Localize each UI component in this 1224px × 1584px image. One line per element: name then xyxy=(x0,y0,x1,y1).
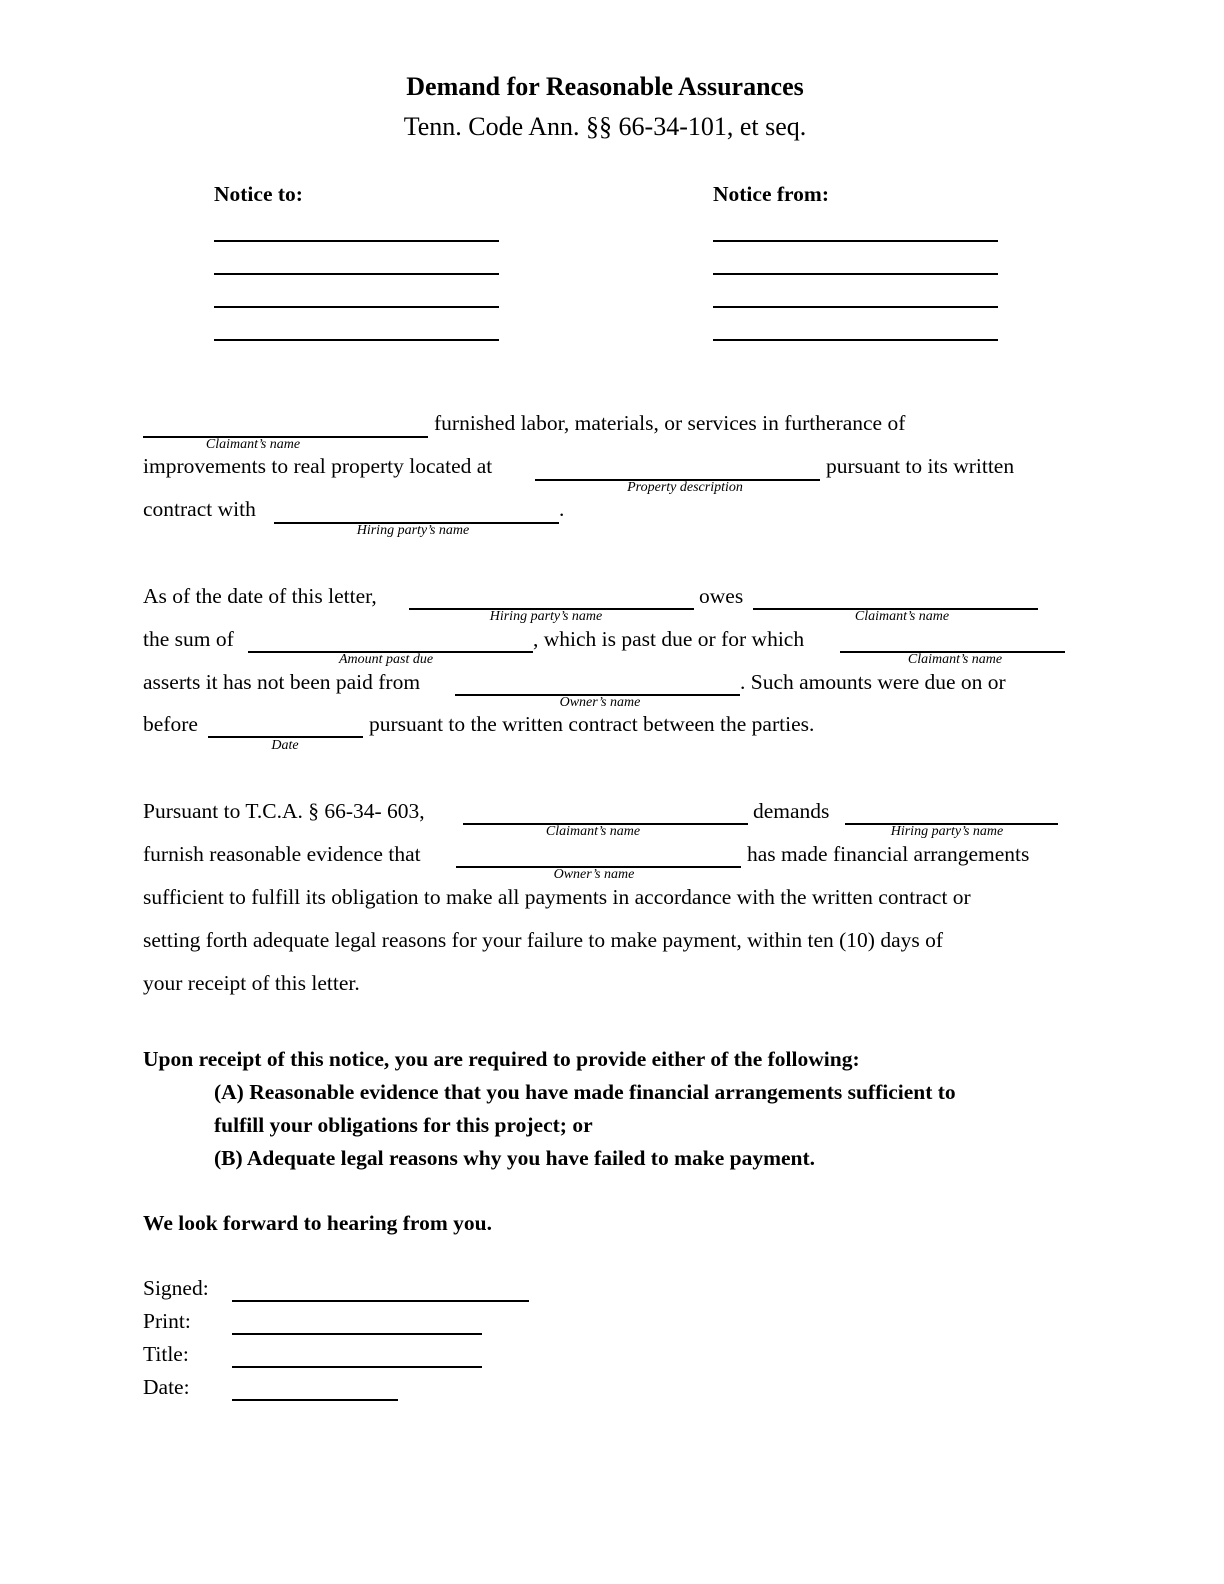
requirement-option-a-line-2: fulfill your obligations for this project; or xyxy=(214,1113,593,1137)
p2-text-7: before xyxy=(143,712,198,736)
requirement-option-a-line-1: (A) Reasonable evidence that you have made financial arrangements sufficient to xyxy=(214,1080,956,1104)
p2-text-2: owes xyxy=(699,584,744,608)
date-field[interactable] xyxy=(232,1399,398,1401)
notice-to-line-4[interactable] xyxy=(214,339,499,341)
owner-caption-1: Owner’s name xyxy=(559,695,641,710)
p1-text-1: furnished labor, materials, or services in furtherance of xyxy=(434,411,906,435)
claimant-caption-2: Claimant’s name xyxy=(854,609,950,624)
notice-from-line-4[interactable] xyxy=(713,339,998,341)
p1-text-4: contract with xyxy=(143,497,256,521)
notice-from-label: Notice from: xyxy=(713,182,830,206)
document-title: Demand for Reasonable Assurances xyxy=(406,72,804,101)
print-label: Print: xyxy=(143,1309,191,1333)
document-subtitle: Tenn. Code Ann. §§ 66-34-101, et seq. xyxy=(403,112,807,141)
p2-text-5: asserts it has not been paid from xyxy=(143,670,421,694)
notice-to-line-3[interactable] xyxy=(214,306,499,308)
notice-from-line-2[interactable] xyxy=(713,273,998,275)
title-label: Title: xyxy=(143,1342,189,1366)
owner-caption-2: Owner’s name xyxy=(553,867,635,882)
p1-text-3: pursuant to its written xyxy=(826,454,1015,478)
claimant-caption-4: Claimant’s name xyxy=(545,824,641,839)
closing-text: We look forward to hearing from you. xyxy=(143,1211,492,1235)
p3-line-3: sufficient to fulfill its obligation to make all payments in accordance with the written contract or xyxy=(143,885,971,909)
p2-text-3: the sum of xyxy=(143,627,234,651)
p3-line-4: setting forth adequate legal reasons for your failure to make payment, within ten (10) days of xyxy=(143,928,944,952)
notice-to-line-1[interactable] xyxy=(214,240,499,242)
requirements-intro: Upon receipt of this notice, you are required to provide either of the following: xyxy=(143,1047,860,1071)
signed-label: Signed: xyxy=(143,1276,209,1300)
notice-to-line-2[interactable] xyxy=(214,273,499,275)
due-date-caption: Date xyxy=(271,738,299,753)
p3-text-4: has made financial arrangements xyxy=(747,842,1030,866)
hiring-party-caption-1: Hiring party’s name xyxy=(356,523,470,538)
print-field[interactable] xyxy=(232,1333,482,1335)
date-label: Date: xyxy=(143,1375,190,1399)
claimant-name-caption: Claimant’s name xyxy=(205,437,301,452)
notice-to-label: Notice to: xyxy=(214,182,303,206)
p2-text-1: As of the date of this letter, xyxy=(143,584,377,608)
p1-text-5: . xyxy=(559,497,565,521)
claimant-caption-3: Claimant’s name xyxy=(907,652,1003,667)
amount-past-due-caption: Amount past due xyxy=(338,652,434,667)
p3-text-1: Pursuant to T.C.A. § 66-34- 603, xyxy=(143,799,425,823)
p2-text-4: , which is past due or for which xyxy=(533,627,805,651)
p3-text-2: demands xyxy=(753,799,830,823)
hiring-party-caption-2: Hiring party’s name xyxy=(489,609,603,624)
p2-text-6: . Such amounts were due on or xyxy=(740,670,1006,694)
signed-field[interactable] xyxy=(232,1300,529,1302)
title-field[interactable] xyxy=(232,1366,482,1368)
p2-text-8: pursuant to the written contract between the parties. xyxy=(369,712,815,736)
notice-from-line-1[interactable] xyxy=(713,240,998,242)
hiring-party-caption-3: Hiring party’s name xyxy=(890,824,1004,839)
p3-line-5: your receipt of this letter. xyxy=(143,971,360,995)
p3-text-3: furnish reasonable evidence that xyxy=(143,842,421,866)
notice-from-line-3[interactable] xyxy=(713,306,998,308)
requirement-option-b: (B) Adequate legal reasons why you have failed to make payment. xyxy=(214,1146,816,1170)
property-description-caption: Property description xyxy=(627,480,743,495)
p1-text-2: improvements to real property located at xyxy=(143,454,493,478)
